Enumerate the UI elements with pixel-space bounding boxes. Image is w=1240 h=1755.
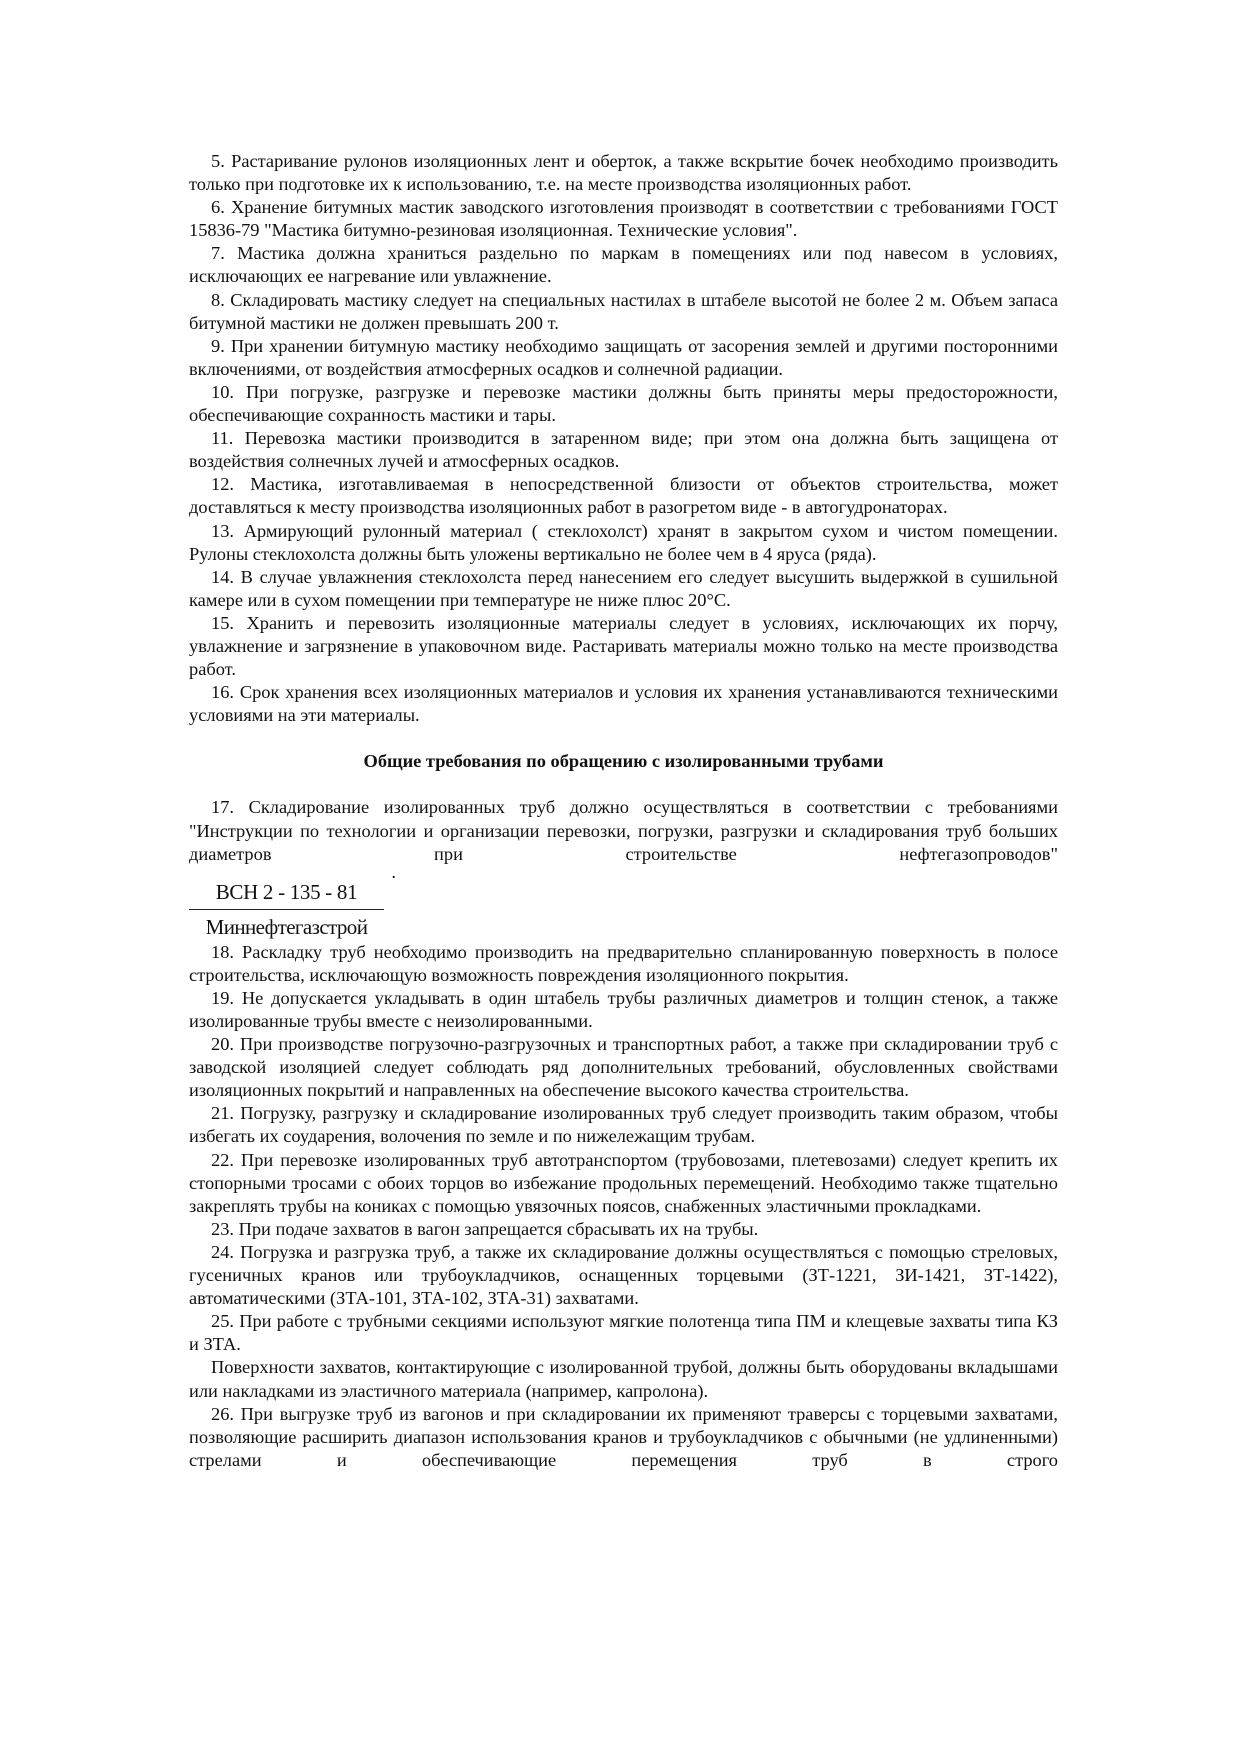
paragraph-17-dot: . xyxy=(391,861,396,882)
reference-code: ВСН 2 - 135 - 81 xyxy=(189,878,384,910)
paragraph-16: 16. Срок хранения всех изоляционных материалов и условия их хранения устанавливаются техническими условиями на эти материалы. xyxy=(189,682,1058,726)
paragraph-11: 11. Перевозка мастики производится в затаренном виде; при этом она должна быть защищена от воздействия солнечных лучей и атмосферных осадков. xyxy=(189,428,1058,472)
paragraph-15: 15. Хранить и перевозить изоляционные материалы следует в условиях, исключающих их порчу, увлажнение и загрязнение в упаковочном виде. Растаривать материалы можно только на месте производства работ. xyxy=(189,612,1058,680)
paragraph-20: 20. При производстве погрузочно-разгрузочных и транспортных работ, а также при складировании труб с заводской изоляцией следует соблюдать ряд дополнительных требований, обусловленных свойствами изоляционных покрытий и направленных на обеспечение высокого качества строительства. xyxy=(189,1034,1058,1101)
document-reference-fraction xyxy=(189,878,384,941)
paragraph-19: 19. Не допускается укладывать в один штабель трубы различных диаметров и толщин стенок, а также изолированные трубы вместе с неизолированными. xyxy=(189,987,1058,1031)
paragraph-5: 5. Растаривание рулонов изоляционных лент и оберток, а также вскрытие бочек необходимо производить только при подготовке их к использованию, т.е. на месте производства изоляционных работ. xyxy=(189,151,1058,195)
paragraph-22: 22. При перевозке изолированных труб автотранспортом (трубовозами, плетевозами) следует крепить их стопорными тросами с обоих торцов во избежание продольных перемещений. Необходимо также тщательно закреплять трубы на кониках с помощью увязочных поясов, снабженных эластичными прокладками. xyxy=(189,1149,1058,1216)
paragraph-21: 21. Погрузку, разгрузку и складирование изолированных труб следует производить таким образом, чтобы избегать их соударения, волочения по земле и по нижележащим трубам. xyxy=(189,1103,1058,1147)
document-page xyxy=(189,150,1058,1472)
reference-ministry: Миннефтегазстрой xyxy=(205,914,368,939)
paragraph-12: 12. Мастика, изготавливаемая в непосредственной близости от объектов строительства, может доставляться к месту производства изоляционных работ в разогретом виде - в автогудронаторах. xyxy=(189,474,1058,518)
paragraph-24: 24. Погрузка и разгрузка труб, а также их складирование должны осуществляться с помощью стреловых, гусеничных кранов или трубоукладчиков, оснащенных торцевыми (ЗТ-1221, ЗИ-1421, ЗТ-1422), автоматическими (ЗТА-101, ЗТА-102, ЗТА-31) захватами. xyxy=(189,1241,1058,1309)
paragraph-10: 10. При погрузке, разгрузке и перевозке мастики должны быть приняты меры предосторожности, обеспечивающие сохранность мастики и тары. xyxy=(189,381,1058,426)
paragraph-25: 25. При работе с трубными секциями используют мягкие полотенца типа ПМ и клещевые захваты типа КЗ и ЗТА. xyxy=(189,1311,1058,1355)
paragraph-18: 18. Раскладку труб необходимо производить на предварительно спланированную поверхность в полосе строительства, исключающую возможность повреждения изоляционного покрытия. xyxy=(189,941,1058,985)
paragraph-25-continued: Поверхности захватов, контактирующие с изолированной трубой, должны быть оборудованы вкладышами или накладками из эластичного материала (например, капролона). xyxy=(189,1357,1058,1401)
section-heading: Общие требования по обращению с изолированными трубами xyxy=(363,751,884,772)
paragraph-23: 23. При подаче захватов в вагон запрещается сбрасывать их на трубы. xyxy=(211,1218,759,1239)
paragraph-7: 7. Мастика должна храниться раздельно по маркам в помещениях или под навесом в условиях, исключающих ее нагревание или увлажнение. xyxy=(189,243,1058,287)
paragraph-6: 6. Хранение битумных мастик заводского изготовления производят в соответствии с требованиями ГОСТ 15836-79 "Мастика битумно-резиновая изоляционная. Технические условия". xyxy=(189,197,1058,241)
paragraph-8: 8. Складировать мастику следует на специальных настилах в штабеле высотой не более 2 м. Объем запаса битумной мастики не должен превышать 200 т. xyxy=(189,289,1058,333)
paragraph-26: 26. При выгрузке труб из вагонов и при складировании их применяют траверсы с торцевыми захватами, позволяющие расширить диапазон использования кранов и трубоукладчиков с обычными (не удлиненными) стрелами и обеспечивающие перемещения труб в строго xyxy=(189,1403,1058,1470)
paragraph-9: 9. При хранении битумную мастику необходимо защищать от засорения землей и другими посторонними включениями, от воздействия атмосферных осадков и солнечной радиации. xyxy=(189,335,1058,379)
paragraph-13: 13. Армирующий рулонный материал ( стеклохолст) хранят в закрытом сухом и чистом помещении. Рулоны стеклохолста должны быть уложены вертикально не более чем в 4 яруса (ряда). xyxy=(189,520,1058,564)
paragraph-14: 14. В случае увлажнения стеклохолста перед нанесением его следует высушить выдержкой в сушильной камере или в сухом помещении при температуре не ниже плюс 20°С. xyxy=(189,566,1058,610)
paragraph-17: 17. Складирование изолированных труб должно осуществляться в соответствии с требованиями "Инструкции по технологии и организации перевозки, погрузки, разгрузки и складирования труб больших диаметров при строительстве нефтегазопроводов" xyxy=(189,797,1058,864)
